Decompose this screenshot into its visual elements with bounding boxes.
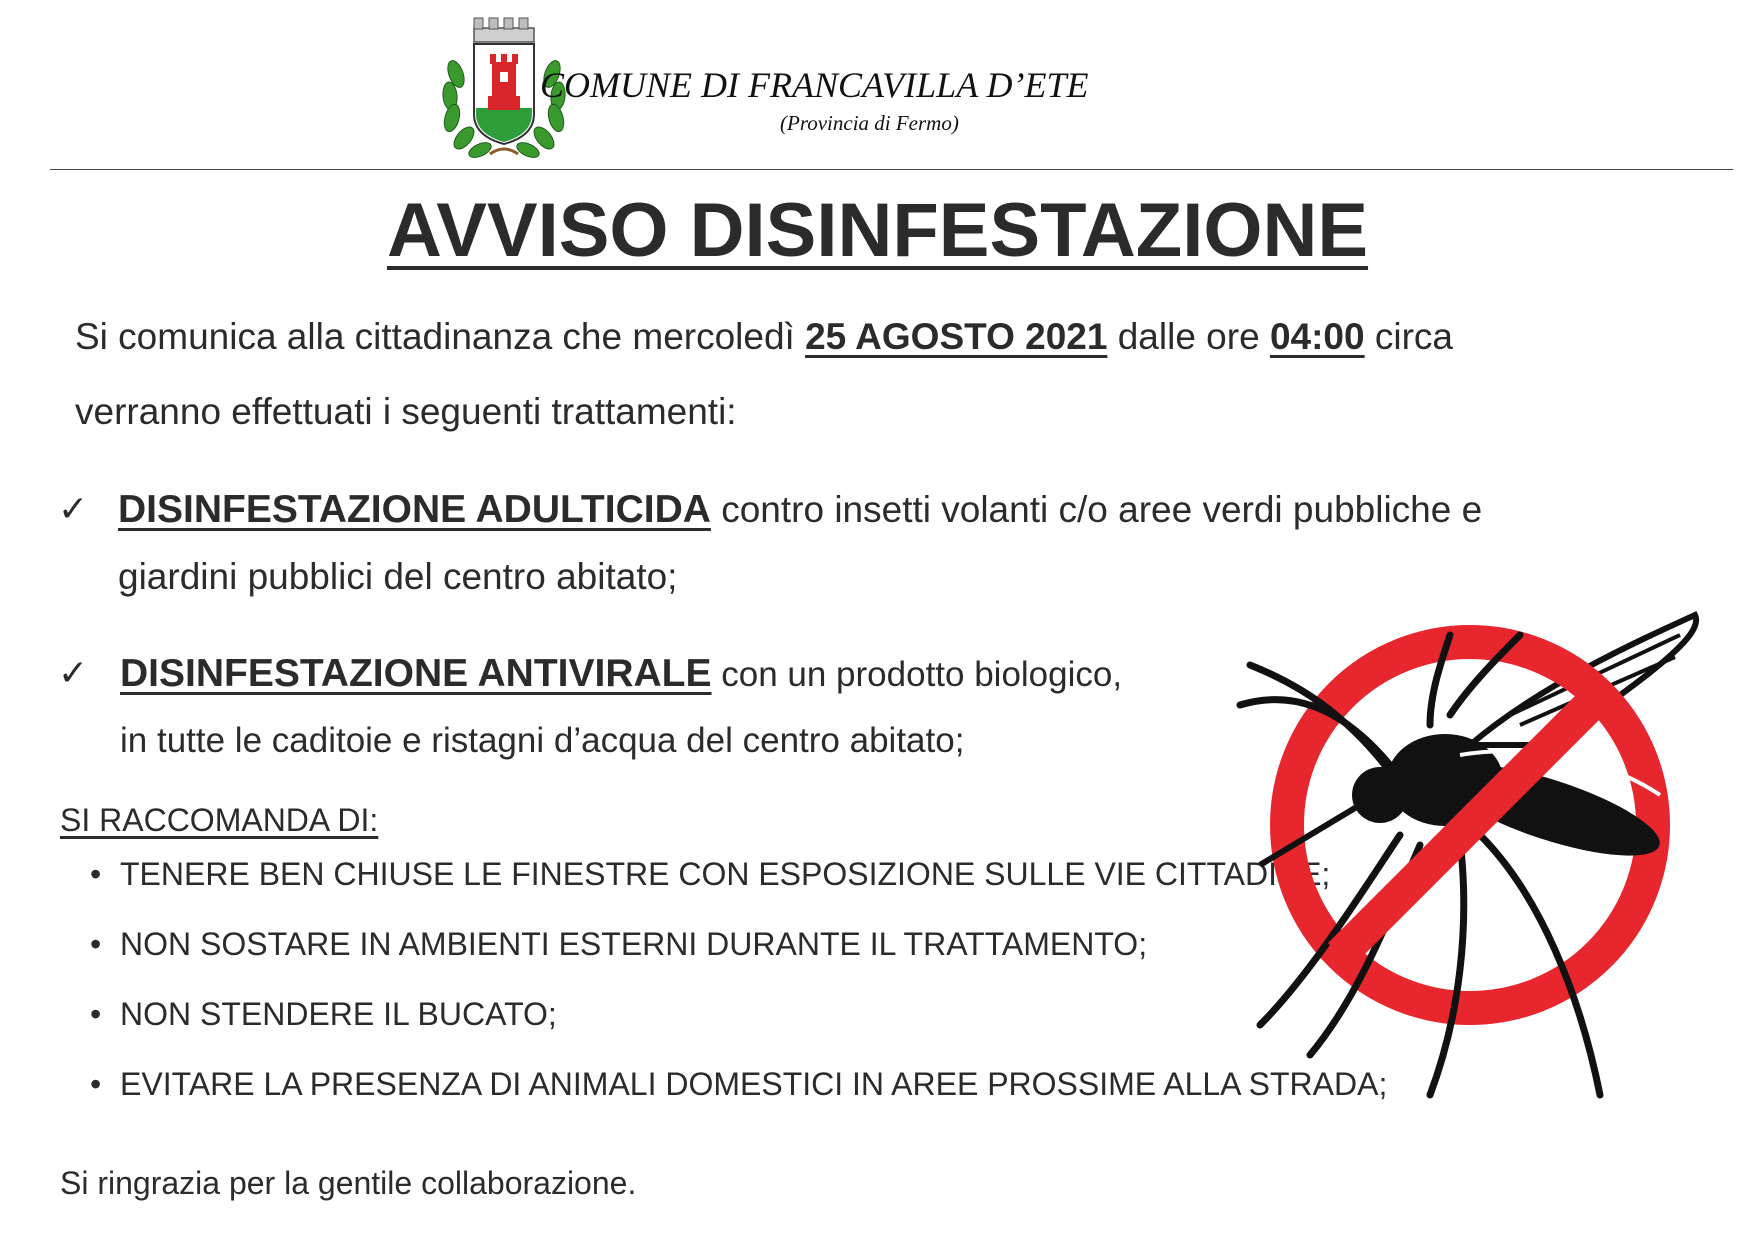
bullet-icon: •	[90, 996, 102, 1032]
notice-title: AVVISO DISINFESTAZIONE	[386, 188, 1369, 273]
treatment-1-line-2: giardini pubblici del centro abitato;	[118, 556, 678, 597]
list-item: • EVITARE LA PRESENZA DI ANIMALI DOMESTICI IN AREE PROSSIME ALLA STRADA;	[90, 1066, 1388, 1102]
treatment-time: 04:00	[1269, 316, 1365, 357]
province-name: (Provincia di Fermo)	[780, 111, 959, 135]
treatment-2-name: DISINFESTAZIONE ANTIVIRALE	[120, 652, 712, 695]
treatment-2-line-2: in tutte le caditoie e ristagni d’acqua del centro abitato;	[120, 721, 965, 760]
treatment-2-line-1: DISINFESTAZIONE ANTIVIRALE con un prodotto biologico,	[120, 652, 1123, 695]
check-icon: ✓	[58, 488, 89, 529]
list-item: • NON STENDERE IL BUCATO;	[90, 996, 557, 1032]
intro-line-1: Si comunica alla cittadinanza che mercoledì 25 AGOSTO 2021 dalle ore 04:00 circa	[75, 316, 1453, 357]
list-item: • NON SOSTARE IN AMBIENTI ESTERNI DURANTE IL TRATTAMENTO;	[90, 926, 1148, 962]
recommend-heading: SI RACCOMANDA DI:	[60, 802, 379, 838]
check-icon: ✓	[58, 652, 89, 693]
bullet-icon: •	[90, 856, 102, 892]
treatment-1-name: DISINFESTAZIONE ADULTICIDA	[118, 488, 711, 531]
no-mosquito-icon	[1220, 595, 1720, 1115]
municipality-name: COMUNE DI FRANCAVILLA D’ETE	[540, 65, 1089, 105]
bullet-icon: •	[90, 926, 102, 962]
intro-line-2: verranno effettuati i seguenti trattamenti:	[75, 391, 737, 432]
treatment-date: 25 AGOSTO 2021	[805, 316, 1108, 357]
treatment-1-line-1: DISINFESTAZIONE ADULTICIDA contro insetti volanti c/o aree verdi pubbliche e	[118, 488, 1483, 531]
bullet-icon: •	[90, 1066, 102, 1102]
thanks-text: Si ringrazia per la gentile collaborazione.	[60, 1165, 637, 1201]
list-item: • TENERE BEN CHIUSE LE FINESTRE CON ESPOSIZIONE SULLE VIE CITTADINE;	[90, 856, 1331, 892]
header-divider	[50, 169, 1733, 170]
